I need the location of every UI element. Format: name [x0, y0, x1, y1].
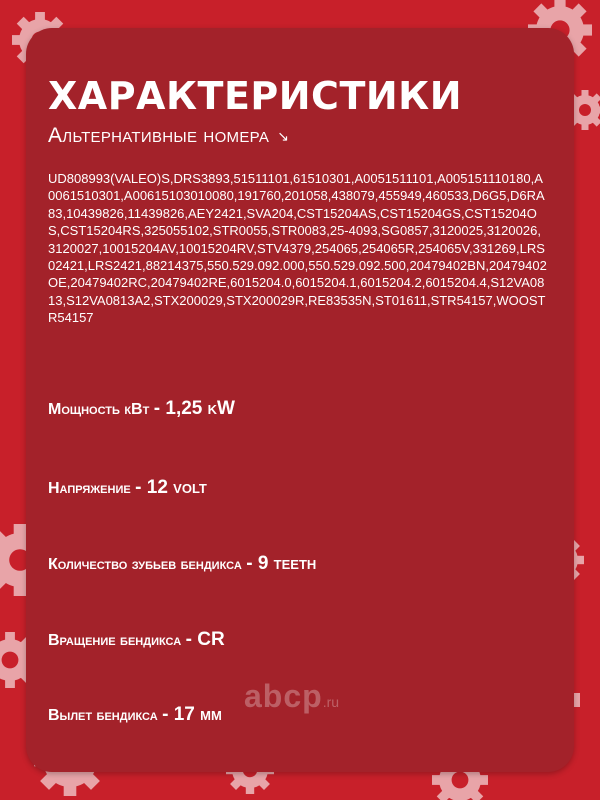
spec-label: Количество зубьев бендикса — [48, 556, 242, 573]
watermark-text: abcp — [244, 678, 323, 714]
spec-value: - 12 volt — [135, 477, 207, 498]
spec-power — [48, 398, 235, 420]
spec-voltage — [48, 477, 207, 499]
spec-label: Напряжение — [48, 480, 131, 497]
spec-rotation — [48, 629, 225, 651]
spec-value: - 1,25 kW — [153, 398, 235, 419]
spec-label: Мощность кВт — [48, 401, 150, 418]
characteristics-card — [26, 28, 574, 772]
watermark-logo — [244, 678, 339, 715]
spec-pinion-reach — [48, 704, 222, 726]
spec-value: - CR — [185, 629, 225, 650]
arrow-down-right-icon: ↘ — [277, 127, 290, 144]
spec-value: - 9 teeth — [246, 553, 317, 574]
spec-label: Вылет бендикса — [48, 707, 158, 724]
alternative-numbers-list: UD808993(VALEO)S,DRS3893,51511101,61510301,A0051511101,A005151110180,A0061510301,A00615103010080,191760,201058,438079,455949,460533,D6G5,D6RA83,10439826,11439826,AEY2421,SVA204,CST15204AS,CST15204GS,CST15204OS,CST15204RS,325055102,STR0055,STR0083,25-4093,SG0857,3120025,3120026,3120027,10015204AV,10015204RV,STV4379,254065,254065R,254065V,331269,LRS02421,LRS2421,88214375,550.529.092.000,550.529.092.500,20479402BN,20479402OE,20479402RC,20479402RE,6015204.0,6015204.1,6015204.2,6015204.4,S12VA0813,S12VA0813A2,STX200029,STX200029R,RE83535N,ST01611,STR54157,WOOSTR54157 — [48, 171, 547, 326]
spec-label: Вращение бендикса — [48, 632, 182, 649]
alternative-numbers-label: Альтернативные номера — [48, 124, 270, 147]
alternative-numbers-heading — [48, 124, 289, 148]
spec-teeth — [48, 553, 316, 575]
spec-value: - 17 мм — [162, 704, 222, 725]
page-title: ХАРАКТЕРИСТИКИ — [48, 74, 463, 118]
watermark-domain: .ru — [322, 694, 340, 710]
